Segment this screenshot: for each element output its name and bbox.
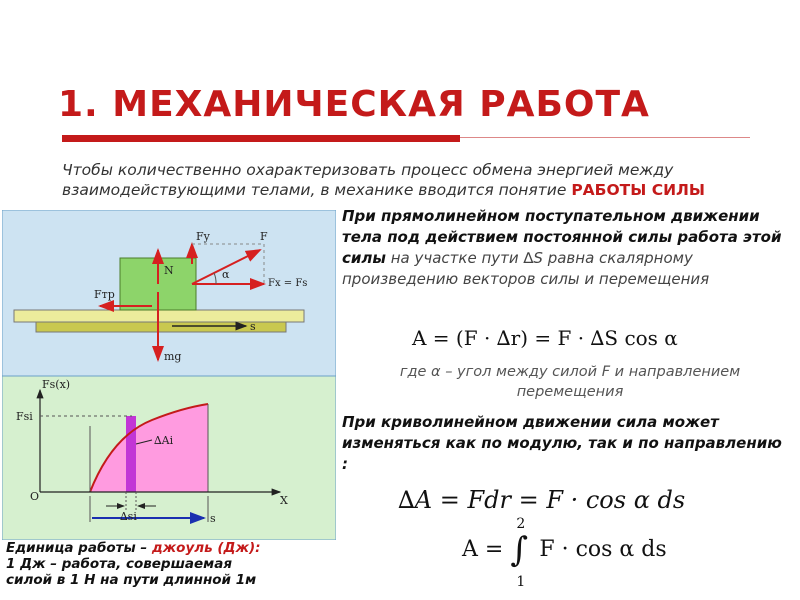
work-graph [2, 376, 336, 540]
unit-definition [6, 540, 336, 588]
unit-line-2: 1 Дж – работа, совершаемая [6, 556, 232, 572]
label-s: s [250, 320, 256, 333]
table-base [36, 322, 286, 332]
label-dsi: ∆si [120, 510, 137, 523]
title-underline-line [460, 137, 750, 138]
unit-prefix: Единица работы – [6, 540, 152, 556]
angle-definition: где α – угол между силой F и направлением перемещения [399, 364, 741, 400]
integral-integrand: F · cos α ds [539, 537, 667, 562]
integral-upper: 2 [516, 516, 526, 532]
work-strip [126, 416, 136, 492]
label-origin: O [30, 490, 40, 503]
label-alpha: α [222, 268, 230, 281]
integral-lhs: A = [462, 537, 504, 562]
label-ftr: Fтр [94, 288, 115, 301]
intro-paragraph [62, 160, 762, 200]
label-fy: Fy [196, 230, 210, 243]
curvilinear-paragraph: При криволинейном движении сила может изменяться как по модулю, так и по направлению : [342, 413, 782, 473]
label-mg: mg [164, 350, 182, 363]
title-underline-bar [62, 135, 460, 142]
work-formula: A = (F · ∆r) = F · ∆S cos α [412, 326, 678, 350]
intro-text: Чтобы количественно охарактеризовать процесс обмена энергией между взаимодействующими телами, в механике вводится понятие [62, 161, 674, 199]
label-fs-axis: Fs(x) [42, 378, 71, 391]
integral-work-formula [462, 516, 667, 590]
rectilinear-paragraph [342, 206, 782, 290]
differential-work-formula: ∆A = Fdr = F · cos α ds [398, 486, 686, 514]
force-diagram [2, 210, 336, 376]
label-fx: Fx = Fs [268, 278, 308, 289]
unit-highlight: джоуль (Дж): [151, 540, 261, 556]
intro-highlight: РАБОТЫ СИЛЫ [571, 181, 705, 199]
integral-sign-icon: ∫ 2 1 [510, 516, 529, 590]
label-x-axis: X [280, 494, 288, 507]
label-s-bottom: s [210, 512, 216, 525]
unit-line-3: силой в 1 Н на пути длинной 1м [6, 572, 257, 588]
label-fsi: Fsi [16, 410, 33, 423]
rectilinear-rest: на участке пути ∆S равна скалярному произведению векторов силы и перемещения [342, 249, 710, 288]
label-n: N [164, 264, 174, 277]
label-dai: ∆Ai [154, 434, 174, 447]
page-title: 1. МЕХАНИЧЕСКАЯ РАБОТА [58, 84, 650, 125]
integral-lower: 1 [516, 574, 526, 590]
unit-line-1 [6, 540, 336, 556]
rectilinear-bold: При прямолинейном поступательном движении тела под действием постоянной силы работа этой силы [342, 207, 782, 267]
label-f: F [260, 230, 268, 243]
